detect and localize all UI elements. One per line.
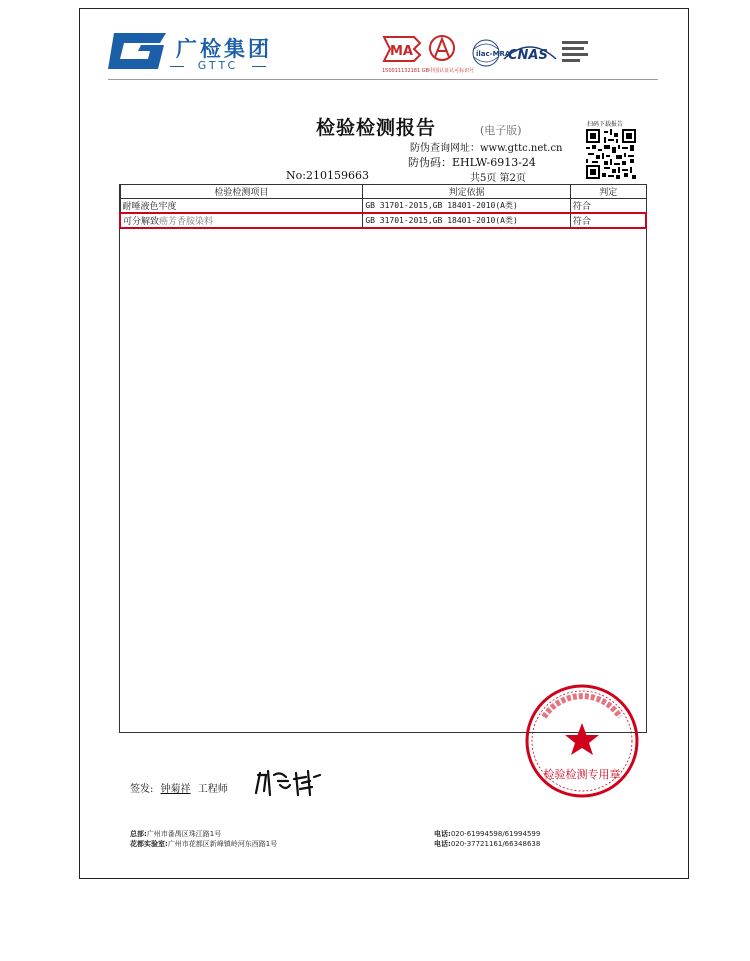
sign-label: 签发:: [130, 784, 154, 795]
brand-name-en: GTTC: [170, 59, 266, 72]
footer-addresses: [130, 829, 277, 849]
row-verdict: 符合: [570, 213, 646, 228]
ilac-mra-mark-icon: [473, 40, 511, 66]
footer-phones: [434, 829, 540, 849]
row-item: [120, 213, 363, 228]
svg-text:MA: MA: [390, 44, 413, 59]
report-page: [79, 8, 689, 879]
svg-text:ilac-MRA: ilac-MRA: [476, 50, 511, 58]
star-icon: [565, 723, 599, 755]
official-stamp: [524, 683, 640, 799]
qr-code-icon[interactable]: [586, 129, 636, 179]
hq-address: 广州市番禺区珠江路1号: [146, 830, 222, 838]
handwritten-signature: [250, 765, 326, 799]
row-basis: GB 31701-2015,GB 18401-2010(A类): [363, 213, 571, 228]
brand-name-cn: 广检集团: [176, 37, 272, 61]
lab-address: 广州市花都区新峰镇岭河东西路1号: [167, 840, 278, 848]
signer-title: 工程师: [197, 784, 228, 795]
row-item: 耐唾液色牢度: [120, 199, 363, 214]
column-header-item: 检验检测项目: [120, 185, 363, 199]
column-header-verdict: 判定: [570, 185, 646, 199]
cma-mark-icon: [384, 37, 420, 61]
results-table: [119, 184, 647, 229]
qr-label: 扫码下载报告: [587, 121, 624, 128]
anti-fake-code: 防伪码：EHLW-6913-24: [408, 156, 536, 169]
report-title: 检验检测报告: [316, 117, 437, 139]
lab-label: 花都实验室:: [130, 840, 168, 848]
row-basis: GB 31701-2015,GB 18401-2010(A类): [363, 199, 571, 214]
column-header-basis: 判定依据: [363, 185, 571, 199]
phone-2: 020-37721161/66348638: [450, 840, 541, 848]
signer-name: 钟菊祥: [160, 784, 191, 795]
hq-label: 总部:: [130, 830, 147, 838]
svg-text:CNAS: CNAS: [508, 48, 548, 63]
phone-label: 电话:: [434, 830, 451, 838]
signature-row: [130, 780, 228, 795]
phone-1: 020-61994598/61994599: [450, 830, 541, 838]
row-item-part-a: 可分解致: [123, 217, 160, 227]
table-header-row: [120, 185, 646, 199]
row-verdict: 符合: [570, 199, 646, 214]
query-url: 防伪查询网址：www.gttc.net.cn: [410, 143, 563, 154]
table-row: [120, 199, 646, 214]
edition-label: (电子版): [480, 124, 522, 137]
gttc-logo-icon: [108, 31, 166, 71]
cma-caption: 150011132181 GB中国认证认可标识号: [382, 68, 475, 74]
stamp-text: 检验检测专用章: [543, 768, 621, 781]
row-item-part-b: 癌芳香胺染料: [159, 217, 214, 227]
header-divider: [108, 79, 658, 80]
table-row-highlighted: [120, 213, 646, 228]
cnas-mark-icon: [504, 41, 588, 63]
page-count: 共5页 第2页: [470, 173, 526, 184]
results-table-frame: [119, 184, 647, 733]
phone-label: 电话:: [434, 840, 451, 848]
cal-mark-icon: [430, 36, 454, 60]
report-number: No:210159663: [286, 169, 369, 182]
